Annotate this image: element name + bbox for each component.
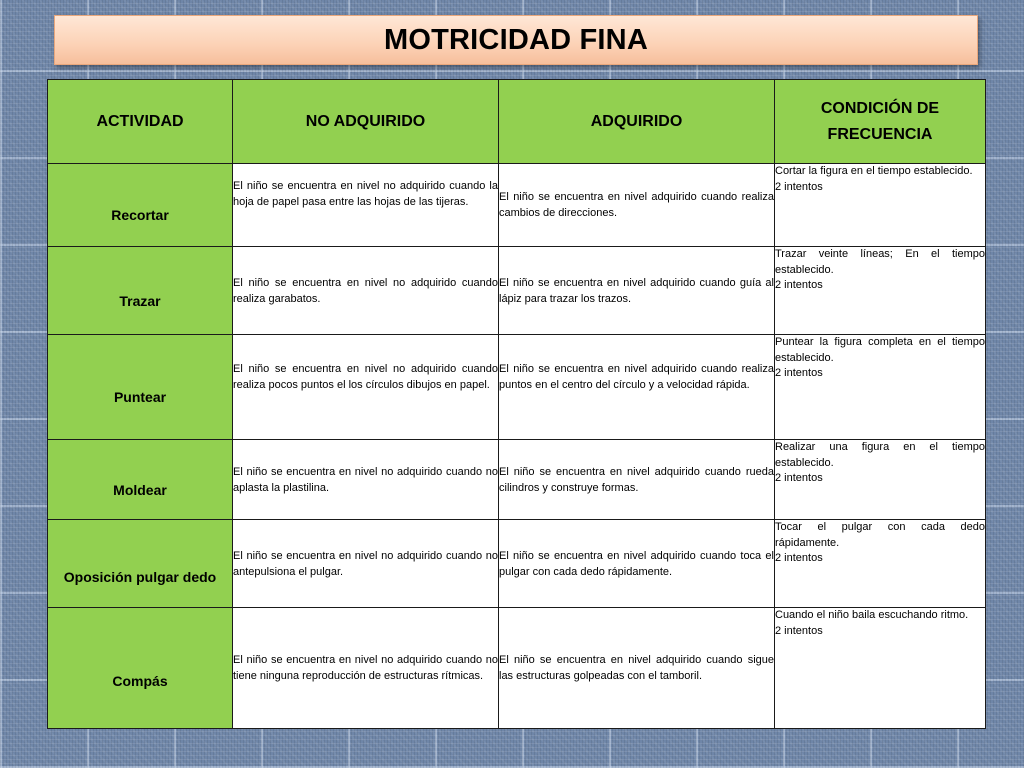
no-adquirido-cell: El niño se encuentra en nivel no adquirido cuando no tiene ninguna reproducción de estructuras rítmicas. — [233, 608, 499, 729]
adquirido-cell: El niño se encuentra en nivel adquirido cuando sigue las estructuras golpeadas con el tamboril. — [499, 608, 775, 729]
adquirido-cell: El niño se encuentra en nivel adquirido cuando rueda cilindros y construye formas. — [499, 440, 775, 520]
intentos-text: 2 intentos — [775, 367, 823, 379]
activity-label: Compás — [112, 673, 168, 689]
activity-label: Trazar — [119, 292, 161, 309]
activity-cell — [48, 440, 233, 520]
activity-cell — [48, 520, 233, 608]
activity-cell — [48, 335, 233, 440]
condicion-cell — [775, 520, 986, 608]
intentos-text: 2 intentos — [775, 472, 823, 484]
intentos-text: 2 intentos — [775, 279, 823, 291]
condicion-text: Puntear la figura completa en el tiempo establecido. — [775, 336, 985, 364]
table-row — [48, 520, 986, 608]
table-row — [48, 335, 986, 440]
condicion-cell — [775, 440, 986, 520]
header-adquirido: ADQUIRIDO — [499, 80, 775, 164]
table-row — [48, 608, 986, 729]
intentos-text: 2 intentos — [775, 180, 823, 193]
condicion-cell — [775, 608, 986, 729]
table-row — [48, 164, 986, 247]
activity-label: Recortar — [111, 207, 169, 223]
condicion-text: Cortar la figura en el tiempo establecido. — [775, 165, 973, 177]
table-row — [48, 247, 986, 335]
activity-label: Puntear — [113, 389, 167, 405]
motricidad-table — [47, 79, 986, 729]
table-row — [48, 440, 986, 520]
condicion-cell — [775, 335, 986, 440]
condicion-cell — [775, 164, 986, 247]
header-no-adquirido: NO ADQUIRIDO — [233, 80, 499, 164]
activity-label: Moldear — [113, 481, 167, 498]
page-title: MOTRICIDAD FINA — [384, 23, 648, 56]
activity-cell — [48, 608, 233, 729]
header-actividad: ACTIVIDAD — [48, 80, 233, 164]
no-adquirido-cell: El niño se encuentra en nivel no adquirido cuando no aplasta la plastilina. — [233, 440, 499, 520]
condicion-text: Trazar veinte líneas; En el tiempo establecido. — [775, 248, 985, 276]
header-condicion-frecuencia: CONDICIÓN DE FRECUENCIA — [775, 80, 986, 164]
no-adquirido-cell: El niño se encuentra en nivel no adquirido cuando realiza pocos puntos el los círculos dibujos en papel. — [233, 335, 499, 440]
intentos-text: 2 intentos — [775, 552, 823, 564]
title-banner — [54, 15, 978, 65]
condicion-cell — [775, 247, 986, 335]
no-adquirido-cell: El niño se encuentra en nivel no adquirido cuando no antepulsiona el pulgar. — [233, 520, 499, 608]
condicion-text: Realizar una figura en el tiempo establecido. — [775, 441, 985, 469]
adquirido-cell: El niño se encuentra en nivel adquirido cuando realiza puntos en el centro del círculo y a velocidad rápida. — [499, 335, 775, 440]
adquirido-cell: El niño se encuentra en nivel adquirido cuando toca el pulgar con cada dedo rápidamente. — [499, 520, 775, 608]
header-row — [48, 80, 986, 164]
activity-cell — [48, 247, 233, 335]
activity-cell — [48, 164, 233, 247]
intentos-text: 2 intentos — [775, 624, 823, 637]
condicion-text: Tocar el pulgar con cada dedo rápidamente. — [775, 521, 985, 549]
adquirido-cell: El niño se encuentra en nivel adquirido cuando guía al lápiz para trazar los trazos. — [499, 247, 775, 335]
activity-label: Oposición pulgar dedo — [63, 568, 217, 585]
condicion-text: Cuando el niño baila escuchando ritmo. — [775, 609, 969, 621]
no-adquirido-cell: El niño se encuentra en nivel no adquirido cuando realiza garabatos. — [233, 247, 499, 335]
no-adquirido-cell: El niño se encuentra en nivel no adquirido cuando la hoja de papel pasa entre las hojas de las tijeras. — [233, 164, 499, 247]
adquirido-cell: El niño se encuentra en nivel adquirido cuando realiza cambios de direcciones. — [499, 164, 775, 247]
